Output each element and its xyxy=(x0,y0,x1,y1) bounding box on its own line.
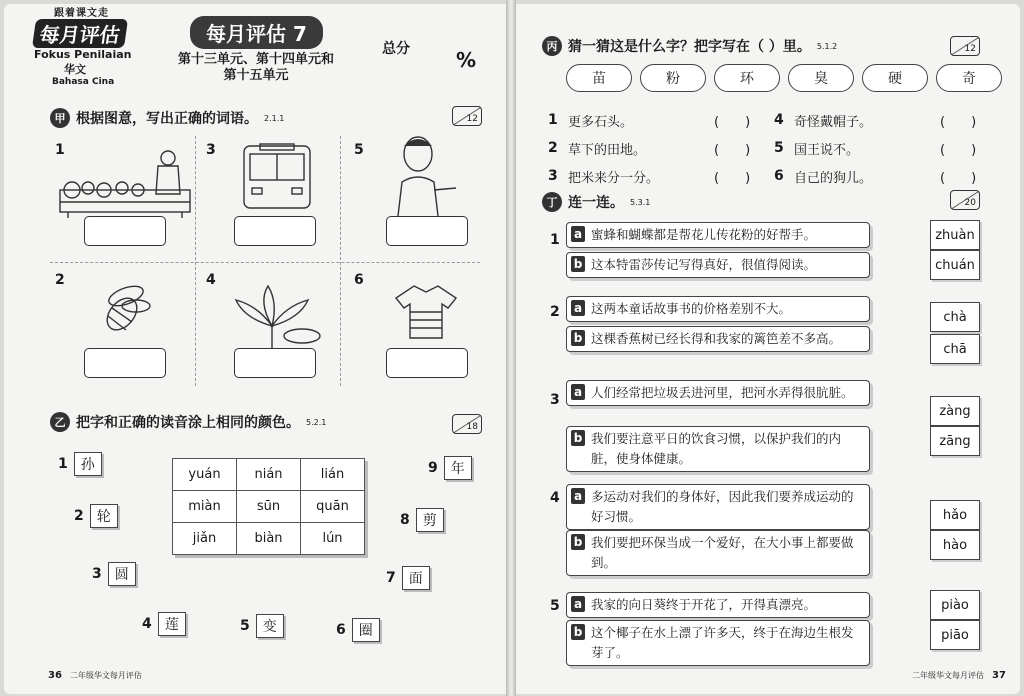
char-item xyxy=(142,612,186,636)
char-item xyxy=(74,504,118,528)
page-number: 37 xyxy=(992,670,1006,681)
char-number: 1 xyxy=(58,456,68,472)
grid-divider xyxy=(50,262,480,263)
char-number: 7 xyxy=(386,570,396,586)
option-pill[interactable]: 硬 xyxy=(862,64,928,92)
section-b-score-box xyxy=(452,414,482,434)
riddle-answer[interactable]: ( ) xyxy=(940,170,977,186)
char-item xyxy=(240,614,284,638)
logo-main: 每月评估 xyxy=(32,19,128,48)
item-number: 4 xyxy=(206,272,216,288)
riddle-text: 把米来分一分。 xyxy=(568,170,660,186)
riddle-number: 2 xyxy=(548,140,558,156)
section-c-icon: 丙 xyxy=(542,36,562,56)
group-number: 2 xyxy=(550,304,560,320)
riddle-number: 6 xyxy=(774,168,784,184)
section-d-score-box xyxy=(950,190,980,210)
section-b-header xyxy=(50,412,326,432)
section-a-score: 12 xyxy=(466,114,478,124)
riddle-number: 5 xyxy=(774,140,784,156)
pinyin-cell[interactable]: sūn xyxy=(237,491,301,523)
section-d-title: 连一连。 xyxy=(568,195,624,211)
char-card[interactable]: 轮 xyxy=(90,504,118,528)
total-score-label: 总分 xyxy=(382,41,410,57)
char-card[interactable]: 年 xyxy=(444,456,472,480)
pinyin-cell[interactable]: biàn xyxy=(237,523,301,555)
section-c-score: 12 xyxy=(964,44,976,54)
item-number: 6 xyxy=(354,272,364,288)
shirt-picture xyxy=(394,282,458,342)
group-number: 4 xyxy=(550,490,560,506)
char-card[interactable]: 变 xyxy=(256,614,284,638)
riddle-text: 草下的田地。 xyxy=(568,142,647,158)
section-d-header xyxy=(542,192,650,212)
char-card[interactable]: 剪 xyxy=(416,508,444,532)
sentence-text: 这两本童话故事书的价格差别不大。 xyxy=(591,301,792,316)
answer-box[interactable] xyxy=(386,216,468,246)
units-subtitle xyxy=(166,52,346,84)
riddle-text: 自己的狗儿。 xyxy=(794,170,873,186)
sentence-text: 蜜蜂和蝴蝶都是帮花儿传花粉的好帮手。 xyxy=(591,227,817,242)
pinyin-box[interactable]: hǎo xyxy=(930,500,980,530)
option-pill[interactable]: 奇 xyxy=(936,64,1002,92)
pinyin-cell[interactable]: lún xyxy=(301,523,365,555)
option-pill[interactable]: 粉 xyxy=(640,64,706,92)
char-number: 5 xyxy=(240,618,250,634)
sentence-b[interactable] xyxy=(566,326,870,352)
section-b-icon: 乙 xyxy=(50,412,70,432)
sentence-a[interactable] xyxy=(566,222,870,248)
group-number: 3 xyxy=(550,392,560,408)
char-card[interactable]: 圈 xyxy=(352,618,380,642)
lotus-picture xyxy=(228,282,324,348)
char-card[interactable]: 圆 xyxy=(108,562,136,586)
pinyin-box[interactable]: chuán xyxy=(930,250,980,280)
grid-divider xyxy=(195,136,196,386)
riddle-row xyxy=(548,162,988,190)
percent-sign: % xyxy=(456,48,477,72)
item-number: 3 xyxy=(206,142,216,158)
answer-box[interactable] xyxy=(84,216,166,246)
pinyin-box[interactable]: hào xyxy=(930,530,980,560)
character-options xyxy=(566,64,1002,92)
riddle-answer[interactable]: ( ) xyxy=(714,142,751,158)
assessment-title xyxy=(190,16,323,49)
letter-a-label: a xyxy=(571,226,585,242)
man-pointing-picture xyxy=(394,132,464,218)
section-d-score: 20 xyxy=(964,198,976,208)
title-banner: 每月评估 7 xyxy=(190,16,323,49)
pinyin-box[interactable]: zāng xyxy=(930,426,980,456)
riddle-text: 国王说不。 xyxy=(794,142,860,158)
pinyin-box[interactable]: piào xyxy=(930,590,980,620)
riddle-answer[interactable]: ( ) xyxy=(940,142,977,158)
group-number: 5 xyxy=(550,598,560,614)
riddle-row xyxy=(548,106,988,134)
item-number: 5 xyxy=(354,142,364,158)
section-a-title: 根据图意，写出正确的词语。 xyxy=(76,111,258,127)
section-b-title: 把字和正确的读音涂上相同的颜色。 xyxy=(76,415,300,431)
item-number: 2 xyxy=(55,272,65,288)
sentence-text: 多运动对我们的身体好，因此我们要养成运动的好习惯。 xyxy=(591,489,854,524)
logo-subject: 华文 xyxy=(64,63,86,76)
vendor-stall-picture xyxy=(58,146,192,218)
logo-latin: Fokus Penilaian xyxy=(34,48,132,61)
sentence-b[interactable] xyxy=(566,530,870,576)
letter-b-label: b xyxy=(571,534,585,550)
publisher-logo xyxy=(34,4,144,87)
section-d-icon: 丁 xyxy=(542,192,562,212)
char-number: 9 xyxy=(428,460,438,476)
pinyin-box[interactable]: zhuàn xyxy=(930,220,980,250)
option-pill[interactable]: 臭 xyxy=(788,64,854,92)
char-item xyxy=(386,566,430,590)
sentence-text: 我们要注意平日的饮食习惯，以保护我们的内脏，使身体健康。 xyxy=(591,431,842,466)
section-b-score: 18 xyxy=(466,422,478,432)
sentence-a[interactable] xyxy=(566,484,870,530)
section-c-score-box xyxy=(950,36,980,56)
char-card[interactable]: 孙 xyxy=(74,452,102,476)
letter-a-label: a xyxy=(571,384,585,400)
riddle-answer[interactable]: ( ) xyxy=(714,114,751,130)
section-c-code: 5.1.2 xyxy=(816,41,838,51)
riddle-number: 4 xyxy=(774,112,784,128)
letter-b-label: b xyxy=(571,330,585,346)
book-gutter xyxy=(506,0,516,696)
letter-b-label: b xyxy=(571,624,585,640)
pinyin-table xyxy=(172,458,365,555)
section-c-header xyxy=(542,36,837,56)
item-number: 1 xyxy=(55,142,65,158)
pinyin-cell[interactable]: yuán xyxy=(173,459,237,491)
char-item xyxy=(428,456,472,480)
pinyin-cell[interactable]: lián xyxy=(301,459,365,491)
char-number: 8 xyxy=(400,512,410,528)
sentence-text: 我家的向日葵终于开花了，开得真漂亮。 xyxy=(591,597,817,612)
riddle-number: 1 xyxy=(548,112,558,128)
section-d-code: 5.3.1 xyxy=(630,197,651,207)
sentence-b[interactable] xyxy=(566,620,870,666)
footer-text: 二年级华文每月评估 xyxy=(912,671,984,680)
section-a-code: 2.1.1 xyxy=(264,113,285,123)
sentence-a[interactable] xyxy=(566,296,870,322)
char-item xyxy=(58,452,102,476)
section-a-score-box xyxy=(452,106,482,126)
char-number: 4 xyxy=(142,616,152,632)
char-card[interactable]: 面 xyxy=(402,566,430,590)
char-item xyxy=(92,562,136,586)
char-item xyxy=(336,618,380,642)
sentence-text: 这个椰子在水上漂了许多天，终于在海边生根发芽了。 xyxy=(591,625,854,660)
riddle-text: 更多石头。 xyxy=(568,114,634,130)
logo-subject-latin: Bahasa Cina xyxy=(52,77,115,87)
answer-box[interactable] xyxy=(234,348,316,378)
sentence-b[interactable] xyxy=(566,252,870,278)
char-number: 6 xyxy=(336,622,346,638)
char-number: 3 xyxy=(92,566,102,582)
right-footer xyxy=(912,670,1006,681)
sentence-text: 人们经常把垃圾丢进河里，把河水弄得很肮脏。 xyxy=(591,385,854,400)
char-card[interactable]: 莲 xyxy=(158,612,186,636)
char-number: 2 xyxy=(74,508,84,524)
sentence-a[interactable] xyxy=(566,592,870,618)
answer-box[interactable] xyxy=(386,348,468,378)
pinyin-box[interactable]: piāo xyxy=(930,620,980,650)
riddle-answer[interactable]: ( ) xyxy=(940,114,977,130)
sentence-text: 这棵香蕉树已经长得和我家的篱笆差不多高。 xyxy=(591,331,842,346)
char-item xyxy=(400,508,444,532)
pinyin-cell[interactable]: quān xyxy=(301,491,365,523)
riddle-text: 奇怪戴帽子。 xyxy=(794,114,873,130)
sentence-b[interactable] xyxy=(566,426,870,472)
bee-picture xyxy=(92,278,152,338)
bus-picture xyxy=(240,142,314,214)
sentence-a[interactable] xyxy=(566,380,870,406)
subtitle-line-2: 第十五单元 xyxy=(223,68,289,83)
letter-a-label: a xyxy=(571,488,585,504)
riddle-answer[interactable]: ( ) xyxy=(714,170,751,186)
pinyin-box[interactable]: chā xyxy=(930,334,980,364)
group-number: 1 xyxy=(550,232,560,248)
pinyin-box[interactable]: chà xyxy=(930,302,980,332)
riddle-row xyxy=(548,134,988,162)
sentence-text: 这本特雷莎传记写得真好，很值得阅读。 xyxy=(591,257,817,272)
pinyin-cell[interactable]: miàn xyxy=(173,491,237,523)
option-pill[interactable]: 环 xyxy=(714,64,780,92)
page-number: 36 xyxy=(48,670,62,681)
grid-divider xyxy=(340,136,341,386)
pinyin-cell[interactable]: jiǎn xyxy=(173,523,237,555)
pinyin-cell[interactable]: nián xyxy=(237,459,301,491)
pinyin-box[interactable]: zàng xyxy=(930,396,980,426)
letter-b-label: b xyxy=(571,430,585,446)
section-a-header xyxy=(50,108,284,128)
option-pill[interactable]: 苗 xyxy=(566,64,632,92)
answer-box[interactable] xyxy=(84,348,166,378)
left-footer xyxy=(48,670,142,681)
subtitle-line-1: 第十三单元、第十四单元和 xyxy=(177,52,334,67)
riddle-number: 3 xyxy=(548,168,558,184)
answer-box[interactable] xyxy=(234,216,316,246)
letter-a-label: a xyxy=(571,300,585,316)
section-c-title: 猜一猜这是什么字？把字写在（ ）里。 xyxy=(568,39,811,55)
section-b-code: 5.2.1 xyxy=(306,417,327,427)
section-a-icon: 甲 xyxy=(50,108,70,128)
sentence-text: 我们要把环保当成一个爱好，在大小事上都要做到。 xyxy=(591,535,854,570)
footer-text: 二年级华文每月评估 xyxy=(69,671,142,680)
riddle-list xyxy=(548,106,988,190)
letter-b-label: b xyxy=(571,256,585,272)
letter-a-label: a xyxy=(571,596,585,612)
logo-tagline: 跟着课文走 xyxy=(54,8,109,19)
